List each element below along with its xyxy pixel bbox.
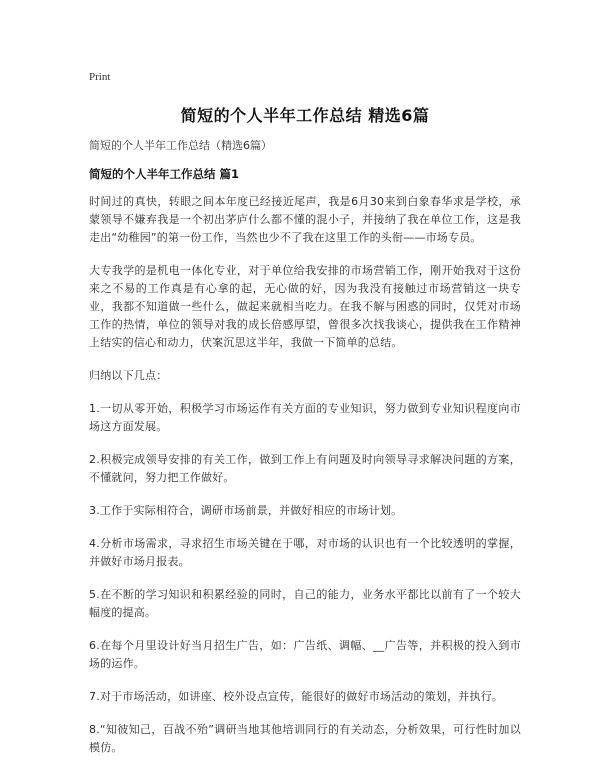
list-item-7: 7.对于市场活动，如讲座、校外设点宣传，能很好的做好市场活动的策划，并执行。 [89,690,504,703]
document-subtitle: 简短的个人半年工作总结（精选6篇） [89,139,272,152]
list-item-1: 1.一切从零开始，积极学习市场运作有关方面的专业知识，努力做到专业知识程度向市场这方面发展。 [89,402,521,433]
paragraph-intro: 时间过的真快，转眼之间本年度已经接近尾声，我是6月30来到白象春华求是学校，承蒙领导不嫌弃我是一个初出茅庐什么都不懂的混小子，并接纳了我在单位工作，这是我走出“幼稚园”的第一份工作，当然也少不了我在这里工作的头衔——市场专员。 [89,195,521,244]
list-item-8: 8.“知彼知己，百战不殆”调研当地其他培训同行的有关动态，分析效果，可行性时加以模仿。 [89,723,521,754]
list-item-3: 3.工作于实际相符合，调研市场前景，并做好相应的市场计划。 [89,504,403,517]
print-label: Print [89,71,111,83]
list-item-4: 4.分析市场需求，寻求招生市场关键在于哪，对市场的认识也有一个比较透明的掌握，并做好市场月报表。 [89,537,521,568]
list-item-2: 2.积极完成领导安排的有关工作，做到工作上有问题及时向领导寻求解决问题的方案，不懂就问，努力把工作做好。 [89,453,521,484]
document-page [89,70,521,757]
list-item-6: 6.在每个月里设计好当月招生广告，如：广告纸、调幅、__广告等，并积极的投入到市场的运作。 [89,639,521,670]
list-item-5: 5.在不断的学习知识和积累经验的同时，自己的能力，业务水平都比以前有了一个较大幅度的提高。 [89,588,521,619]
paragraph-background: 大专我学的是机电一体化专业，对于单位给我安排的市场营销工作，刚开始我对于这份来之不易的工作真是有心拿的起，无心做的好，因为我没有接触过市场营销这一块专业，我都不知道做一些什么，做起来就相当吃力。在我不解与困惑的同时，仅凭对市场工作的热情，单位的领导对我的成长倍感厚望，曾很多次找我谈心，提供我在工作精神上结实的信心和动力，伏案沉思这半年，我做一下简单的总结。 [89,264,521,349]
document-title: 简短的个人半年工作总结 精选6篇 [180,106,430,125]
section-heading: 简短的个人半年工作总结 篇1 [89,167,240,181]
paragraph-summary-lead: 归纳以下几点： [89,369,168,382]
